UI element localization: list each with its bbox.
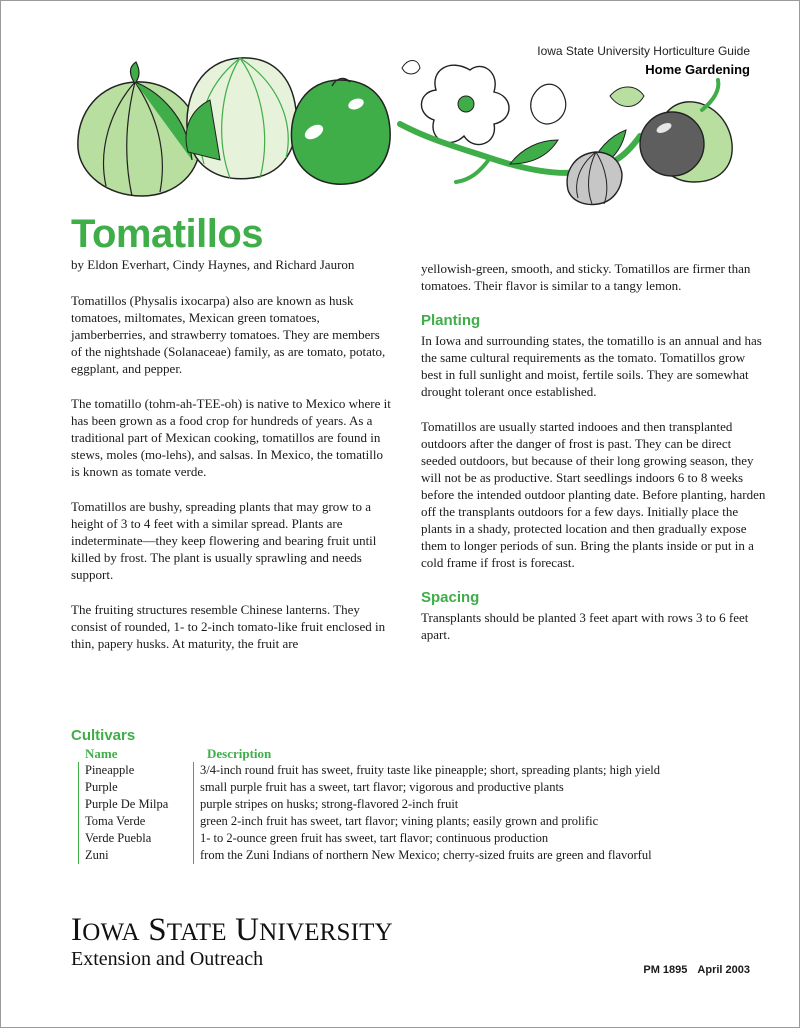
planting-paragraph-2: Tomatillos are usually started indooes and then transplanted outdoors after the danger of frost is past. They can be direct seeded outdoors, but because of their long growing season, they will not be as productive. Start seedlings indoors 6 to 8 weeks before the intended outdoor planting date. Before planting, harden off the transplants outdoors for a few days. Initially place the plants in a shady, protected location and then gradually expose them to longer periods of sun. Bring the plants inside or put in a cold frame if frost is forecast. <box>421 419 766 570</box>
cultivar-description: small purple fruit has a sweet, tart flavor; vigorous and productive plants <box>200 780 564 794</box>
planting-heading: Planting <box>421 312 481 329</box>
cultivar-description: purple stripes on husks; strong-flavored 2-inch fruit <box>200 797 459 811</box>
dark-tomatillo-fruit-icon <box>640 80 732 182</box>
cultivar-names-column <box>78 762 193 864</box>
plant-habit-paragraph: Tomatillos are bushy, spreading plants that may grow to a height of 3 to 4 feet with a similar spread. Plants are indeterminate—they keep flowering and bearing fruit until killed by frost. The plant is usually sprawling and needs support. <box>71 499 377 582</box>
papery-husk-icon <box>567 152 622 204</box>
name-column-header: Name <box>85 746 118 761</box>
cultivar-name: Toma Verde <box>85 814 146 828</box>
cultivars-table-body <box>78 762 660 864</box>
planting-paragraph-1: In Iowa and surrounding states, the tomatillo is an annual and has the same cultural requirements as the tomato. Tomatillos grow best in full sunlight and moist, fertile soils. They are somewhat drought tolerant once established. <box>421 333 762 399</box>
cultivar-descriptions-column <box>193 762 660 864</box>
publication-date: April 2003 <box>697 964 750 976</box>
fruit-continuation: yellowish-green, smooth, and sticky. Tomatillos are firmer than tomatoes. Their flavor is similar to a tangy lemon. <box>421 261 751 293</box>
extension-unit: Extension and Outreach <box>71 948 264 970</box>
cultivars-heading: Cultivars <box>71 727 136 744</box>
cultivar-description: from the Zuni Indians of northern New Mexico; cherry-sized fruits are green and flavorful <box>200 848 652 862</box>
page-title: Tomatillos <box>71 212 264 256</box>
origin-paragraph: The tomatillo (tohm-ah-TEE-oh) is native to Mexico where it has been grown as a food crop for hundreds of years. As a traditional part of Mexican cooking, tomatillos are found in stews, moles (mo-lehs), and salsas. In Mexico, the tomatillo is known as tomate verde. <box>71 396 391 479</box>
cultivar-description: 3/4-inch round fruit has sweet, fruity taste like pineapple; short, spreading plants; high yield <box>200 763 660 777</box>
intro-paragraph: Tomatillos (Physalis ixocarpa) also are known as husk tomatoes, miltomates, Mexican green tomatoes, jamberberries, and strawberry tomatoes. They are members of the nightshade (Solanaceae) family, as are tomato, potato, eggplant, and pepper. <box>71 293 386 376</box>
fruit-paragraph: The fruiting structures resemble Chinese lanterns. They consist of rounded, 1- to 2-inch tomato-like fruit enclosed in thin, papery husks. At maturity, the fruit are <box>71 602 386 651</box>
cultivar-name: Pineapple <box>85 763 135 777</box>
tomatillo-husk-icon <box>186 58 297 179</box>
tomatillo-husk-icon <box>78 62 200 196</box>
authors-byline: by Eldon Everhart, Cindy Haynes, and Richard Jauron <box>71 257 355 272</box>
spacing-heading: Spacing <box>421 589 480 606</box>
left-column <box>71 292 391 670</box>
cultivar-description: green 2-inch fruit has sweet, tart flavor; vining plants; easily grown and prolific <box>200 814 599 828</box>
tomatillo-flower-icon <box>402 61 566 145</box>
spacing-paragraph: Transplants should be planted 3 feet apart with rows 3 to 6 feet apart. <box>421 610 749 642</box>
university-wordmark: IOWA STATE UNIVERSITY <box>71 912 393 948</box>
green-tomatillo-fruit-icon <box>291 79 390 185</box>
publication-info <box>643 964 750 976</box>
cultivar-name: Purple <box>85 780 118 794</box>
guide-series: Iowa State University Horticulture Guide <box>537 44 750 58</box>
publication-number: PM 1895 <box>643 964 688 976</box>
description-column-header: Description <box>207 746 272 761</box>
cultivar-description: 1- to 2-ounce green fruit has sweet, tart flavor; continuous production <box>200 831 549 845</box>
cultivar-name: Purple De Milpa <box>85 797 169 811</box>
cultivar-name: Verde Puebla <box>85 831 152 845</box>
right-column <box>421 260 766 661</box>
cultivars-table <box>78 745 660 864</box>
cultivar-name: Zuni <box>85 848 109 862</box>
cultivars-table-header <box>78 745 660 762</box>
guide-section: Home Gardening <box>645 62 750 77</box>
tomatillo-illustration <box>70 40 750 210</box>
